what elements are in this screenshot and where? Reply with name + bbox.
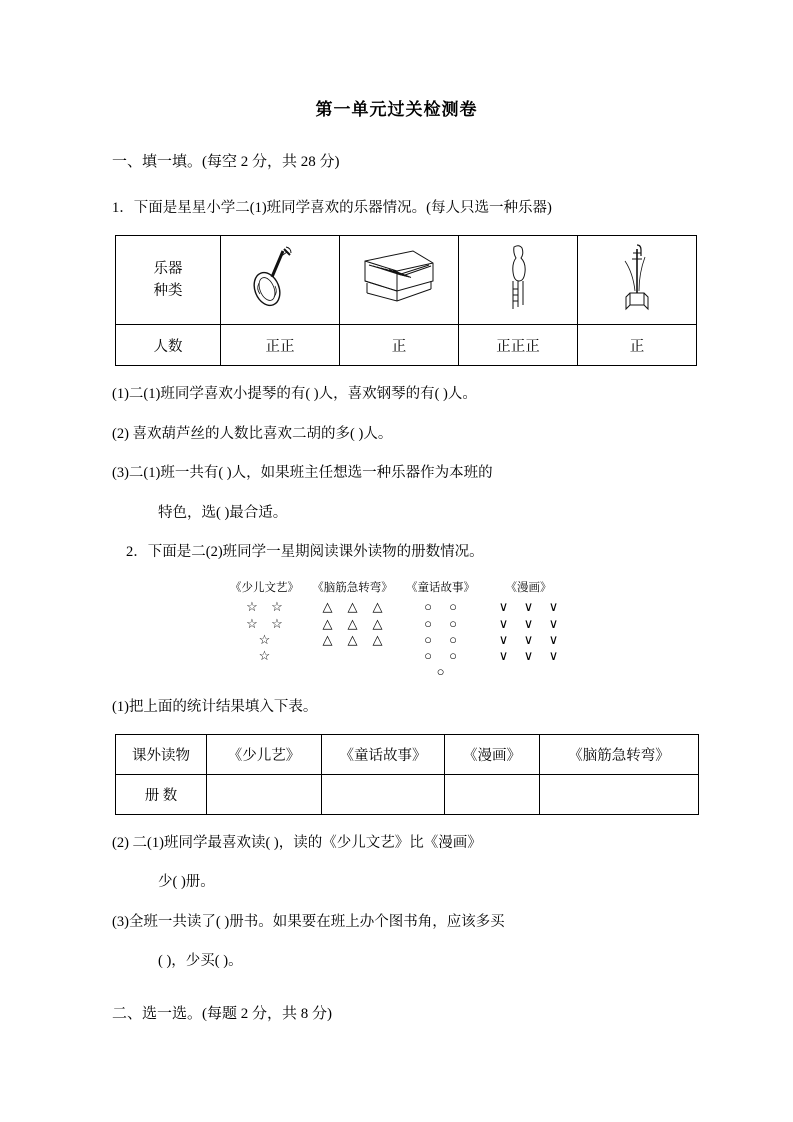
- instrument-type-label-line2: 种类: [153, 283, 183, 300]
- question-2-item-2: (2) 二(1)班同学最喜欢读( )，读的《少儿文艺》比《漫画》: [112, 834, 482, 851]
- reading-header-1: 《少儿艺》: [207, 734, 322, 774]
- piano-cell: [340, 236, 459, 325]
- page-title: 第一单元过关检测卷: [315, 100, 478, 120]
- pictograph-column-shaoer: ☆ ☆ ☆ ☆ ☆ ☆: [246, 599, 283, 663]
- erhu-cell: [578, 236, 697, 325]
- table-row: [116, 774, 699, 814]
- violin-cell: [221, 236, 340, 325]
- question-1-item-3: (3)二(1)班一共有( )人，如果班主任想选一种乐器作为本班的: [112, 465, 493, 482]
- reading-header-0: 课外读物: [116, 734, 207, 774]
- pictograph-header-0: 《少儿文艺》: [230, 580, 299, 595]
- pictograph-column-manhua: ∨ ∨ ∨ ∨ ∨ ∨ ∨ ∨ ∨ ∨ ∨ ∨: [498, 599, 559, 663]
- question-2-stem: 2．下面是二(2)班同学一星期阅读课外读物的册数情况。: [126, 543, 484, 560]
- erhu-sketch-icon: [587, 241, 687, 315]
- piano-count: 正: [340, 325, 459, 366]
- pictograph-column-naojin: △ △ △ △ △ △ △ △ △: [322, 599, 383, 647]
- hulusi-cell: [459, 236, 578, 325]
- question-1-item-1: (1)二(1)班同学喜欢小提琴的有( )人，喜欢钢琴的有( )人。: [112, 386, 477, 403]
- count-row-label: 人数: [116, 325, 221, 366]
- pictograph-columns: [112, 599, 681, 680]
- pictograph-column-tonghua: ○ ○ ○ ○ ○ ○ ○ ○ ○: [424, 599, 457, 680]
- question-1-stem: 1．下面是星星小学二(1)班同学喜欢的乐器情况。(每人只选一种乐器): [112, 200, 552, 216]
- violin-sketch-icon: [230, 241, 330, 315]
- instrument-statistics-table: [115, 235, 697, 366]
- instrument-type-label-line1: 乐器: [153, 260, 183, 277]
- reading-header-2: 《童话故事》: [322, 734, 445, 774]
- violin-count: 正正: [221, 325, 340, 366]
- section-1-heading: 一、填一填。(每空 2 分，共 28 分): [112, 154, 340, 170]
- erhu-count: 正: [578, 325, 697, 366]
- reading-row-label: 册 数: [116, 774, 207, 814]
- table-row: [116, 325, 697, 366]
- reading-header-4: 《脑筋急转弯》: [540, 734, 699, 774]
- reading-value-1[interactable]: [322, 774, 445, 814]
- piano-sketch-icon: [349, 241, 449, 315]
- reading-header-3: 《漫画》: [445, 734, 540, 774]
- reading-value-0[interactable]: [207, 774, 322, 814]
- pictograph-header-1: 《脑筋急转弯》: [312, 580, 393, 595]
- question-2-item-2-cont: 少( )册。: [158, 874, 215, 891]
- table-row: [116, 236, 697, 325]
- section-2-heading: 二、选一选。(每题 2 分，共 8 分): [112, 1006, 332, 1023]
- question-2-item-3: (3)全班一共读了( )册书。如果要在班上办个图书角，应该多买: [112, 913, 505, 930]
- reading-statistics-table: [115, 734, 699, 815]
- pictograph: [112, 579, 681, 680]
- hulusi-sketch-icon: [468, 241, 568, 315]
- instrument-type-label: [116, 236, 221, 325]
- question-1-item-3-cont: 特色，选( )最合适。: [158, 504, 288, 521]
- question-2-item-3-cont: ( )，少买( )。: [158, 953, 243, 969]
- pictograph-headers: [112, 579, 681, 595]
- question-1-item-2: (2) 喜欢葫芦丝的人数比喜欢二胡的多( )人。: [112, 425, 393, 442]
- pictograph-header-2: 《童话故事》: [406, 580, 475, 595]
- reading-value-3[interactable]: [540, 774, 699, 814]
- question-2-sub-1: (1)把上面的统计结果填入下表。: [112, 698, 318, 715]
- hulusi-count: 正正正: [459, 325, 578, 366]
- table-row: [116, 734, 699, 774]
- pictograph-header-3: 《漫画》: [505, 580, 552, 595]
- reading-value-2[interactable]: [445, 774, 540, 814]
